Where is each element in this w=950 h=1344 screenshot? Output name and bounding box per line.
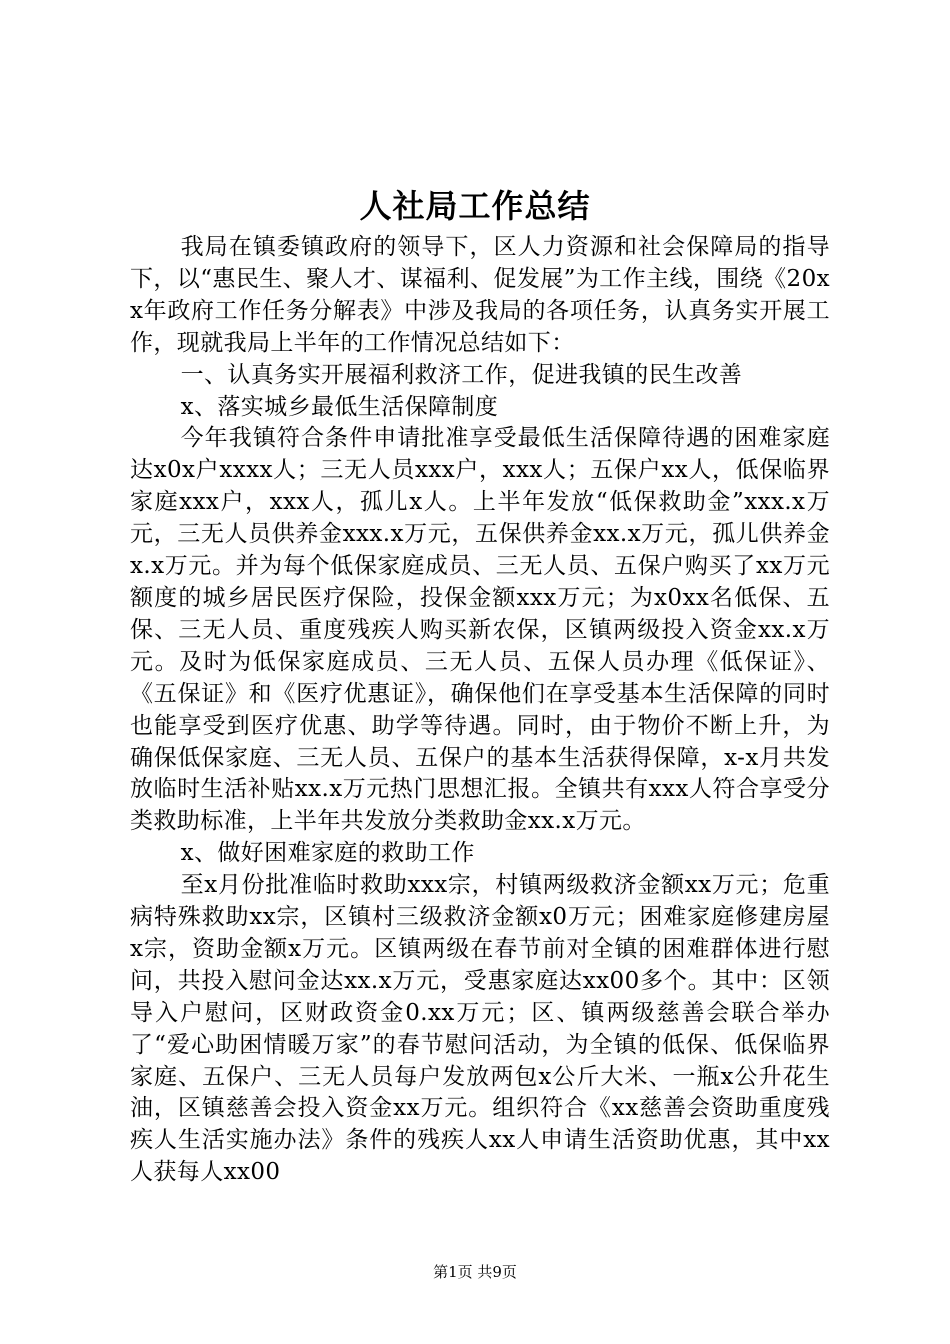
body-paragraph-2: 至x月份批准临时救助xxx宗，村镇两级救济金额xx万元；危重病特殊救助xx宗，区镇村三级救济金额x0万元；困难家庭修建房屋x宗，资助金额x万元。区镇两级在春节前对全镇的困难群体进行慰问，共投入慰问金达xx.x万元，受惠家庭达xx00多个。其中：区领导入户慰问，区财政资金0.xx万元；区、镇两级慈善会联合举办了“爱心助困情暖万家”的春节慰问活动，为全镇的低保、低保临界家庭、五保户、三无人员每户发放两包x公斤大米、一瓶x公升花生油，区镇慈善会投入资金xx万元。组织符合《xx慈善会资助重度残疾人生活实施办法》条件的残疾人xx人申请生活资助优惠，其中xx人获每人xx00 (130, 872, 830, 1186)
intro-paragraph: 我局在镇委镇政府的领导下，区人力资源和社会保障局的指导下，以“惠民生、聚人才、谋福利、促发展”为工作主线，围绕《20xx年政府工作任务分解表》中涉及我局的各项任务，认真务实开展工作，现就我局上半年的工作情况总结如下： (130, 234, 830, 356)
page-title: 人社局工作总结 (359, 187, 591, 225)
body-paragraph-1: 今年我镇符合条件申请批准享受最低生活保障待遇的困难家庭达x0x户xxxx人；三无人员xxx户，xxx人；五保户xx人，低保临界家庭xxx户，xxx人，孤儿x人。上半年发放“低保救助金”xxx.x万元，三无人员供养金xxx.x万元，五保供养金xx.x万元，孤儿供养金x.x万元。并为每个低保家庭成员、三无人员、五保户购买了xx万元额度的城乡居民医疗保险，投保金额xxx万元；为x0xx名低保、五保、三无人员、重度残疾人购买新农保，区镇两级投入资金xx.x万元。及时为低保家庭成员、三无人员、五保人员办理《低保证》、《五保证》和《医疗优惠证》，确保他们在享受基本生活保障的同时也能享受到医疗优惠、助学等待遇。同时，由于物价不断上升，为确保低保家庭、三无人员、五保户的基本生活获得保障，x-x月共发放临时生活补贴xx.x万元热门思想汇报。全镇共有xxx人符合享受分类救助标准，上半年共发放分类救助金xx.x万元。 (130, 425, 830, 835)
subsection-heading-1: x、落实城乡最低生活保障制度 (180, 393, 499, 420)
page-footer: 第1页 共9页 (433, 1263, 517, 1281)
section-heading-1: 一、认真务实开展福利救济工作，促进我镇的民生改善 (180, 361, 743, 388)
subsection-heading-2: x、做好困难家庭的救助工作 (180, 840, 475, 867)
document-body (130, 232, 830, 1189)
